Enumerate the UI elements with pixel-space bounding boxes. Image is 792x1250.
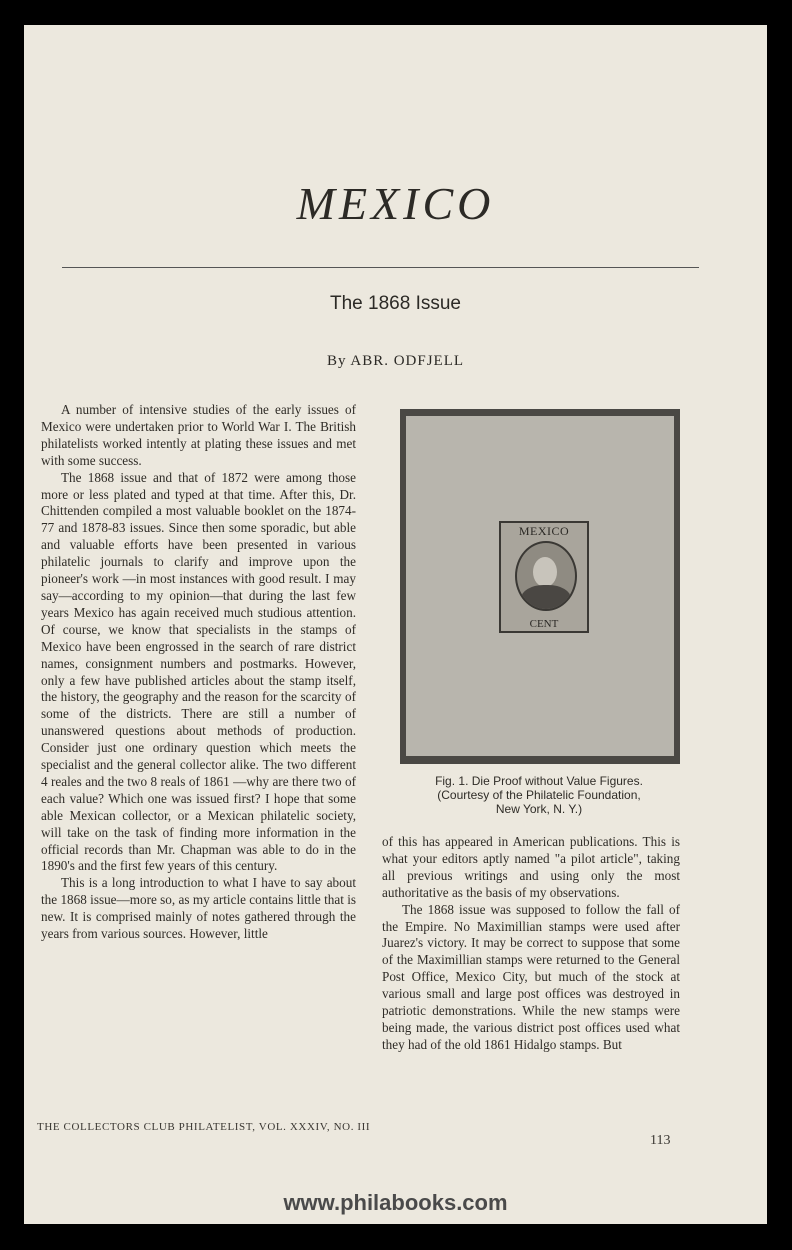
paragraph: A number of intensive studies of the early issues of Mexico were undertaken prior to World War I. The British philatelists worked intently at plating these issues and met with some success. xyxy=(41,402,356,468)
stamp-value-label: CENT xyxy=(529,618,559,630)
title-rule xyxy=(62,267,699,268)
scanned-page xyxy=(24,25,767,1224)
die-proof-figure xyxy=(400,409,680,764)
portrait-coat xyxy=(521,585,571,611)
caption-line: New York, N. Y.) xyxy=(495,802,583,816)
paragraph: of this has appeared in American publications. This is what your editors aptly named "a pilot article", taking all previous writings and using only the most authoritative as the basis of my observations. xyxy=(382,834,680,900)
article-title: MEXICO xyxy=(296,178,495,229)
author-byline: By ABR. ODFJELL xyxy=(326,353,465,369)
stamp-portrait xyxy=(515,541,577,611)
article-subtitle: The 1868 Issue xyxy=(330,293,461,314)
right-column xyxy=(382,834,680,1054)
paragraph: The 1868 issue was supposed to follow the fall of the Empire. No Maximillian stamps were used after Juarez's victory. It may be correct to suppose that some of the Maximillian stamps were returned to the General Post Office, Mexico City, but much of the stock at various small and large post offices was destroyed in patriotic demonstrations. While the new stamps were being made, the various district post offices used what they had of the old 1861 Hidalgo stamps. But xyxy=(382,901,680,1052)
left-column xyxy=(41,402,356,943)
watermark-link[interactable]: www.philabooks.com xyxy=(283,1190,508,1215)
stamp-country-label: MEXICO xyxy=(518,524,570,538)
figure-caption xyxy=(394,774,684,816)
caption-line: (Courtesy of the Philatelic Foundation, xyxy=(437,788,641,802)
journal-footer: THE COLLECTORS CLUB PHILATELIST, VOL. XXXIV, NO. III xyxy=(37,1121,371,1133)
caption-line: Fig. 1. Die Proof without Value Figures. xyxy=(435,774,643,788)
proof-card xyxy=(406,416,674,756)
paragraph: The 1868 issue and that of 1872 were among those more or less plated and typed at that time. After this, Dr. Chittenden compiled a most valuable booklet on the 1874-77 and 1878-83 issues. Since then some sporadic, but able and valuable efforts have been presented in various philatelic journals to clarify and improve upon the pioneer's work —in most instances with good result. I may say—according to my opinion—that during the last few years Mexico has again received much studious attention. Of course, we know that specialists in the stamps of Mexico have been engrossed in the search of rare district names, consignment numbers and postmarks. However, only a few have published articles about the stamp itself, the history, the geography and the reason for the scarcity of some of the districts. There are still a number of unanswered questions about methods of production. Consider just one ordinary question which meets the specialist and the general collector alike. The two different 4 reales and the two 8 reals of 1861 —why are there two of each value? Which one was issued first? I hope that some able Mexican collector, or a Mexican philatelic society, will take on the task of finding more information in the official records than Mr. Chapman was able to do in the 1890's and the first few years of this century. xyxy=(41,469,356,874)
portrait-face xyxy=(533,557,557,587)
page-number: 113 xyxy=(650,1133,671,1148)
paragraph: This is a long introduction to what I have to say about the 1868 issue—more so, as my article contains little that is new. It is comprised mainly of notes gathered through the years from various sources. However, little xyxy=(41,875,356,942)
stamp-image xyxy=(499,521,589,633)
